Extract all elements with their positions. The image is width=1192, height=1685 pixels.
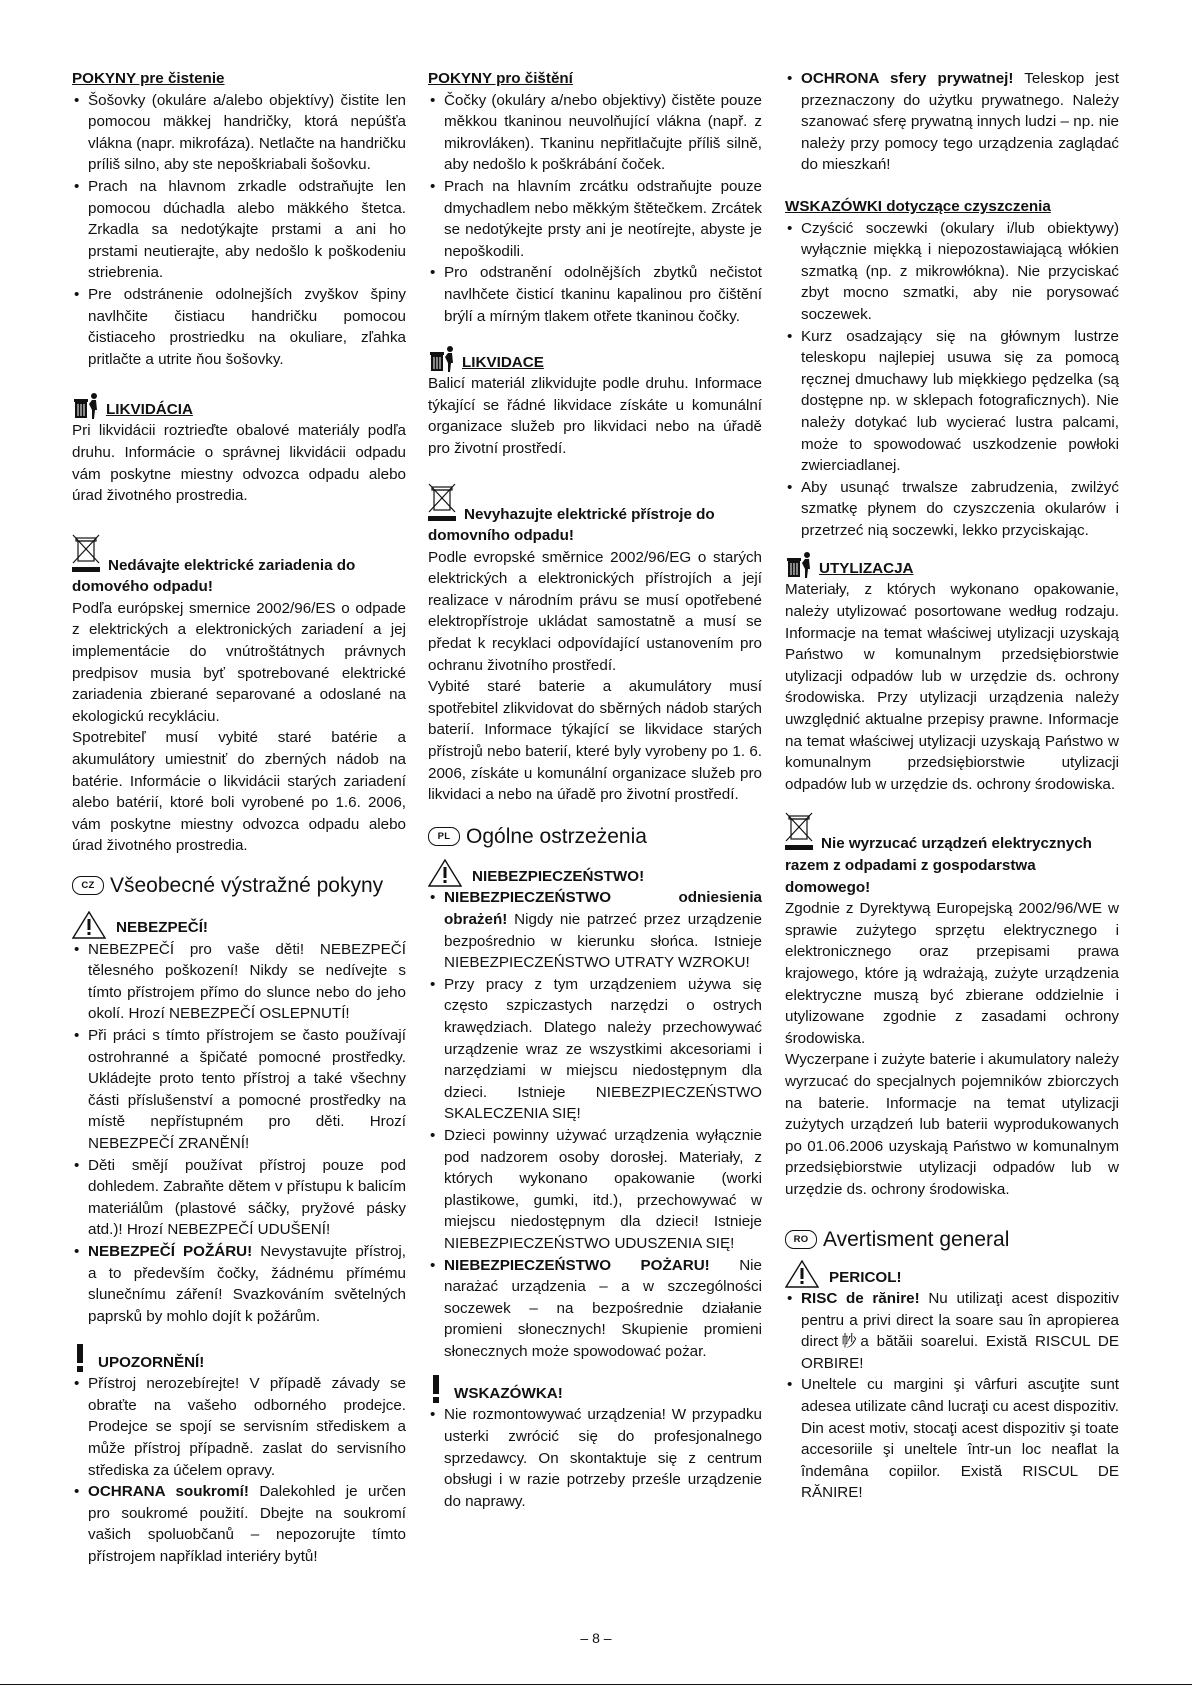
weee-block bbox=[428, 482, 762, 547]
general-warnings-heading-row bbox=[428, 826, 762, 848]
exclamation-icon bbox=[72, 1343, 88, 1373]
list-item: • Pro odstranění odolnějších zbytků nečistot navlhčete čisticí tkaninu kapalinou pro čištění brýlí a mírným tlakem otřete tkaninou čočky. bbox=[428, 262, 762, 327]
list-item bbox=[428, 1125, 762, 1255]
list-item bbox=[72, 1373, 406, 1481]
note-heading-row bbox=[428, 1374, 762, 1404]
column-3 bbox=[785, 68, 1119, 1504]
list-item: • Czyścić soczewki (okulary i/lub obiektywy) wyłącznie miękką i niepozostawiającą włókien szmatką (np. z mikrowłókna). Nie przyciskać zbyt mocno szmatki, aby nie porysować soczewek. bbox=[785, 218, 1119, 326]
language-badge: CZ bbox=[72, 876, 104, 895]
list-item: • Prach na hlavním zrcátku odstraňujte pouze dmychadlem nebo měkkým štětečkem. Zrcátek se nedotýkejte prsty ani je neotírejte, abyste je nepoškodili. bbox=[428, 176, 762, 262]
list-item bbox=[428, 1404, 762, 1512]
list-item-lead: OCHRANA soukromí! bbox=[88, 1483, 249, 1501]
list-item-lead: NEBEZPEČÍ POŽÁRU! bbox=[88, 1242, 253, 1260]
cleaning-heading: POKYNY pro čištění bbox=[428, 70, 573, 87]
note-list bbox=[72, 1373, 406, 1567]
list-item: • Kurz osadzający się na głównym lustrze teleskopu najlepiej usuwa się za pomocą ręcznej dmuchawy lub miękkiego pędzelka (są dostępne np. w sklepach fotograficznych). Nie należy dotykać lub wycierać lustra palcami, może to spowodować uszkodzenie powłoki zwierciadlanej. bbox=[785, 326, 1119, 477]
weee-paragraph-2: Spotrebiteľ musí vybité staré batérie a akumulátory umiestniť do zberných nádob na batérie. Informácie o likvidácii starých zariadení alebo batérií, ktoré boli vyrobené po 1.6. 2006, vám poskytne miestny odvozca odpadu alebo úrad životného prostredia. bbox=[72, 729, 406, 855]
waste-bin-person-icon bbox=[72, 392, 100, 420]
waste-bin-person-icon bbox=[785, 551, 813, 579]
language-badge: PL bbox=[428, 827, 460, 846]
list-item bbox=[785, 68, 1119, 176]
list-item: • Pre odstránenie odolnejších zvyškov špiny navlhčite čistiacu handričku pomocou čistiaceho prostriedku na okuliare, zľahka pritlačte a utrite ňou šošovky. bbox=[72, 284, 406, 370]
cleaning-list bbox=[72, 90, 406, 371]
cleaning-list bbox=[785, 218, 1119, 542]
list-item: • Čočky (okuláry a/nebo objektivy) čistěte pouze měkkou tkaninou neuvolňující vlákna (např. z mikrovláken). Tkaninu nepřitlačujte příliš silně, aby nedošlo k poškrábání čoček. bbox=[428, 90, 762, 176]
list-item bbox=[428, 1255, 762, 1363]
column-1 bbox=[72, 68, 406, 1568]
list-item bbox=[785, 1374, 1119, 1504]
list-item bbox=[72, 939, 406, 1025]
list-item-lead: OCHRONA sfery prywatnej! bbox=[801, 70, 1014, 87]
list-item-text: Uneltele cu margini şi vârfuri ascuţite sunt adesea utilizate când lucraţi cu acest dispozitiv. Din acest motiv, stocaţi acest dispozitiv şi toate accesoriile şi uneltele într-un loc neaflat la îndemâna copiilor. Există RISCUL DE RĂNIRE! bbox=[801, 1376, 1119, 1502]
column-2 bbox=[428, 68, 762, 1512]
note-heading-row bbox=[72, 1343, 406, 1373]
note-list bbox=[428, 1404, 762, 1512]
list-item-lead: NIEBEZPIECZEŃSTWO odniesienia obrażeń! bbox=[444, 889, 762, 928]
danger-heading: PERICOL! bbox=[829, 1268, 902, 1286]
disposal-heading: LIKVIDACE bbox=[462, 353, 544, 371]
weee-paragraph-1: Podľa európskej smernice 2002/96/ES o odpade z elektrických a elektronických zariadení a jej implementácie do vnútroštátnych právnych predpisov musia byť spotrebované elektrické zariadenia zbierané separované a odoslané na ekologickú recykláciu. bbox=[72, 599, 406, 725]
weee-paragraph-2: Vybité staré baterie a akumulátory musí spotřebitel zlikvidovat do sběrných nádob starých baterií. Informace týkající se likvidace starých přístrojů nebo baterií, které byly vyrobeny po 1. 6. 2006, získáte u komunální organizace služeb pro likvidaci a nebo na úřadě pro životní prostředí. bbox=[428, 678, 762, 804]
list-item bbox=[72, 1241, 406, 1327]
list-item bbox=[785, 1288, 1119, 1374]
disposal-text: Materiały, z których wykonano opakowanie, należy utylizować posortowane według rodzaju. Informacje na temat właściwej utylizacji uzyskają Państwo w komunalnym przedsiębiorstwie utylizacji odpadów lub w urzędzie ds. ochrony środowiska. Przy utylizacji urządzenia należy uwzględnić aktualne przepisy prawne. Informacje na temat właściwej utylizacji uzyskają Państwo w komunalnym przedsiębiorstwie utylizacji odpadów lub w urzędzie ds. ochrony środowiska. bbox=[785, 581, 1119, 793]
general-warnings-heading: Avertisment general bbox=[823, 1227, 1010, 1251]
general-warnings-heading-row bbox=[785, 1229, 1119, 1251]
list-item-text: Děti smějí používat přístroj pouze pod dohledem. Zabraňte dětem v přístupu k balicím materiálům (plastové sáčky, pryžové pásky atd.)! Hrozí NEBEZPEČÍ UDUŠENÍ! bbox=[88, 1156, 406, 1239]
disposal-heading-row bbox=[785, 551, 1119, 579]
weee-paragraph-2: Wyczerpane i zużyte baterie i akumulatory należy wyrzucać do specjalnych pojemników zbiorczych na baterie. Informacje na temat utylizacji zużytych urządzeń lub baterii wyprodukowanych po 01.06.2006 uzyskają Państwo w komunalnym przedsiębiorstwie utylizacji odpadów lub w urzędzie ds. ochrony środowiska. bbox=[785, 1051, 1119, 1198]
danger-heading: NIEBEZPIECZEŃSTWO! bbox=[472, 867, 645, 885]
list-item: • Prach na hlavnom zrkadle odstraňujte len pomocou dúchadla alebo mäkkého štetca. Zrkadla sa nedotýkajte prstami a ani ho prstami neutierajte, aby nedošlo k poškodeniu striebrenia. bbox=[72, 176, 406, 284]
danger-list bbox=[785, 1288, 1119, 1504]
list-item: • Aby usunąć trwalsze zabrudzenia, zwilżyć szmatkę płynem do czyszczenia okularów i przetrzeć nią soczewki, lekko przyciskając. bbox=[785, 477, 1119, 542]
list-item-text: Przy pracy z tym urządzeniem używa się często szpiczastych narzędzi o ostrych krawędziach. Dlatego należy przechowywać urządzenie wraz ze wszystkimi akcesoriami i narzędziami w miejscu niedostępnym dla dzieci. Istnieje NIEBEZPIECZEŃSTWO SKALECZENIA SIĘ! bbox=[444, 975, 762, 1123]
disposal-heading-row bbox=[72, 392, 406, 420]
weee-heading: Nie wyrzucać urządzeń elektrycznych razem z odpadami z gospodarstwa domowego! bbox=[785, 835, 1092, 896]
list-item bbox=[428, 887, 762, 973]
warning-triangle-icon bbox=[428, 859, 462, 887]
list-item-text: NEBEZPEČÍ pro vaše děti! NEBEZPEČÍ tělesného poškození! Nikdy se nedívejte s tímto přístrojem přímo do slunce nebo do jeho okolí. Hrozí NEBEZPEČÍ OSLEPNUTÍ! bbox=[88, 940, 406, 1023]
danger-heading-row bbox=[785, 1260, 1119, 1288]
general-warnings-heading: Všeobecné výstražné pokyny bbox=[110, 874, 384, 897]
privacy-list bbox=[785, 68, 1119, 176]
weee-heading: Nedávajte elektrické zariadenia do domového odpadu! bbox=[72, 556, 356, 596]
warning-triangle-icon bbox=[72, 911, 106, 939]
cleaning-heading: WSKAZÓWKI dotyczące czyszczenia bbox=[785, 197, 1051, 215]
danger-heading-row bbox=[72, 911, 406, 939]
exclamation-icon bbox=[428, 1374, 444, 1404]
cleaning-heading: POKYNY pre čistenie bbox=[72, 70, 225, 87]
weee-block bbox=[785, 811, 1119, 898]
weee-paragraph-1: Podle evropské směrnice 2002/96/EG o starých elektrických a elektronických přístrojích a její realizace v národním právu se musí opotřebené elektropřístroje ukládat samostatně a musí se předat k recyklaci odpovídající ustanovením pro ochranu životního prostředí. bbox=[428, 548, 762, 674]
language-badge: RO bbox=[785, 1230, 817, 1249]
weee-block bbox=[72, 533, 406, 598]
danger-heading-row bbox=[428, 859, 762, 887]
note-heading: WSKAZÓWKA! bbox=[454, 1384, 563, 1402]
general-warnings-heading: Ogólne ostrzeżenia bbox=[466, 824, 647, 848]
list-item bbox=[72, 1155, 406, 1241]
list-item-text: Nie rozmontowywać urządzenia! W przypadku usterki zwrócić się do profesjonalnego sprzedawcy. On skontaktuje się z centrum obsługi i w razie potrzeby prześle urządzenie do naprawy. bbox=[444, 1406, 762, 1510]
disposal-heading-row bbox=[428, 345, 762, 373]
danger-list bbox=[72, 939, 406, 1328]
danger-heading: NEBEZPEČÍ! bbox=[116, 919, 208, 936]
disposal-text: Balicí materiál zlikvidujte podle druhu. Informace týkající se řádné likvidace získáte u komunální organizace služeb pro likvidaci nebo na úřadě pro životní prostředí. bbox=[428, 375, 762, 457]
note-heading: UPOZORNĚNÍ! bbox=[98, 1353, 205, 1371]
disposal-heading: LIKVIDÁCIA bbox=[106, 400, 193, 418]
list-item-text: Nevystavujte přístroj, a to především čočky, žádnému přímému slunečnímu záření! Svazkováním světelných paprsků by mohlo dojít k požárům. bbox=[88, 1242, 406, 1325]
list-item-text: Nu utilizaţi acest dispozitiv pentru a privi direct la soare sau în apropierea direct㠺a bătăii soarelui. Există RISCUL DE ORBIRE! bbox=[801, 1290, 1119, 1372]
cleaning-list bbox=[428, 90, 762, 328]
list-item-lead: RISC de rănire! bbox=[801, 1290, 920, 1308]
waste-bin-person-icon bbox=[428, 345, 456, 373]
warning-triangle-icon bbox=[785, 1260, 819, 1288]
list-item-text: Nie narażać urządzenia – a w szczególności soczewek – na bezpośrednie działanie promieni słonecznych! Skupienie promieni słonecznych może spowodować pożar. bbox=[444, 1256, 762, 1360]
list-item bbox=[72, 1025, 406, 1155]
list-item-text: Dzieci powinny używać urządzenia wyłącznie pod nadzorem osoby dorosłej. Materiały, z których wykonano opakowanie (worki plastikowe, gumki, itd.), przechowywać w miejscu niedostępnym dla dzieci! Istnieje NIEBEZPIECZEŃSTWO UDUSZENIA SIĘ! bbox=[444, 1126, 762, 1252]
list-item-text: Nigdy nie patrzeć przez urządzenie bezpośrednio w kierunku słońca. Istnieje NIEBEZPIECZEŃSTWO UTRATY WZROKU! bbox=[444, 911, 762, 972]
disposal-heading: UTYLIZACJA bbox=[819, 559, 914, 577]
list-item-lead: NIEBEZPIECZEŃSTWO POŻARU! bbox=[444, 1256, 710, 1274]
list-item-text: Přístroj nerozebírejte! V případě závady se obraťte na vašeho odborného prodejce. Prodejce se spojí se servisním střediskem a může přístroj případně. zaslat do servisního střediska za účelem opravy. bbox=[88, 1375, 406, 1479]
weee-heading: Nevyhazujte elektrické přístroje do domovního odpadu! bbox=[428, 505, 715, 545]
disposal-text: Pri likvidácii roztrieďte obalové materiály podľa druhu. Informácie o správnej likvidácii odpadu vám poskytne miestny odvozca odpadu alebo úrad životného prostredia. bbox=[72, 422, 406, 505]
danger-list bbox=[428, 887, 762, 1362]
page-number: – 8 – bbox=[580, 1630, 612, 1646]
list-item-text: Dalekohled je určen pro soukromé použití. Dbejte na soukromí vašich spoluobčanů – nepozorujte tímto přístrojem například interiéry bytů! bbox=[88, 1483, 406, 1566]
list-item-text: Při práci s tímto přístrojem se často používají ostrohranné a špičaté pomocné prostředky. Ukládejte proto tento přístroj a také všechny části příslušenství a pomocné prostředky na místě nepřístupném pro děti. Hrozí NEBEZPEČÍ ZRANĚNÍ! bbox=[88, 1026, 406, 1152]
list-item bbox=[72, 1481, 406, 1567]
general-warnings-heading-row bbox=[72, 875, 406, 897]
list-item-text: Teleskop jest przeznaczony do użytku prywatnego. Należy szanować sferę prywatną innych ludzi – np. nie należy przy pomocy tego urządzenia zaglądać do mieszkań! bbox=[801, 70, 1119, 174]
list-item: • Šošovky (okuláre a/alebo objektívy) čistite len pomocou mäkkej handričky, ktorá nepúšťa vlákna (napr. mikrofáza). Netlačte na handričku príliš silno, aby ste nepoškriabali šošovku. bbox=[72, 90, 406, 176]
weee-paragraph-1: Zgodnie z Dyrektywą Europejską 2002/96/WE w sprawie zużytego sprzętu elektrycznego i elektronicznego oraz przepisami prawa krajowego, które ją wdrażają, zużyte urządzenia elektryczne muszą być zbierane oddzielnie i utylizowane zgodnie z zasadami ochrony środowiska. bbox=[785, 900, 1119, 1047]
list-item bbox=[428, 974, 762, 1125]
